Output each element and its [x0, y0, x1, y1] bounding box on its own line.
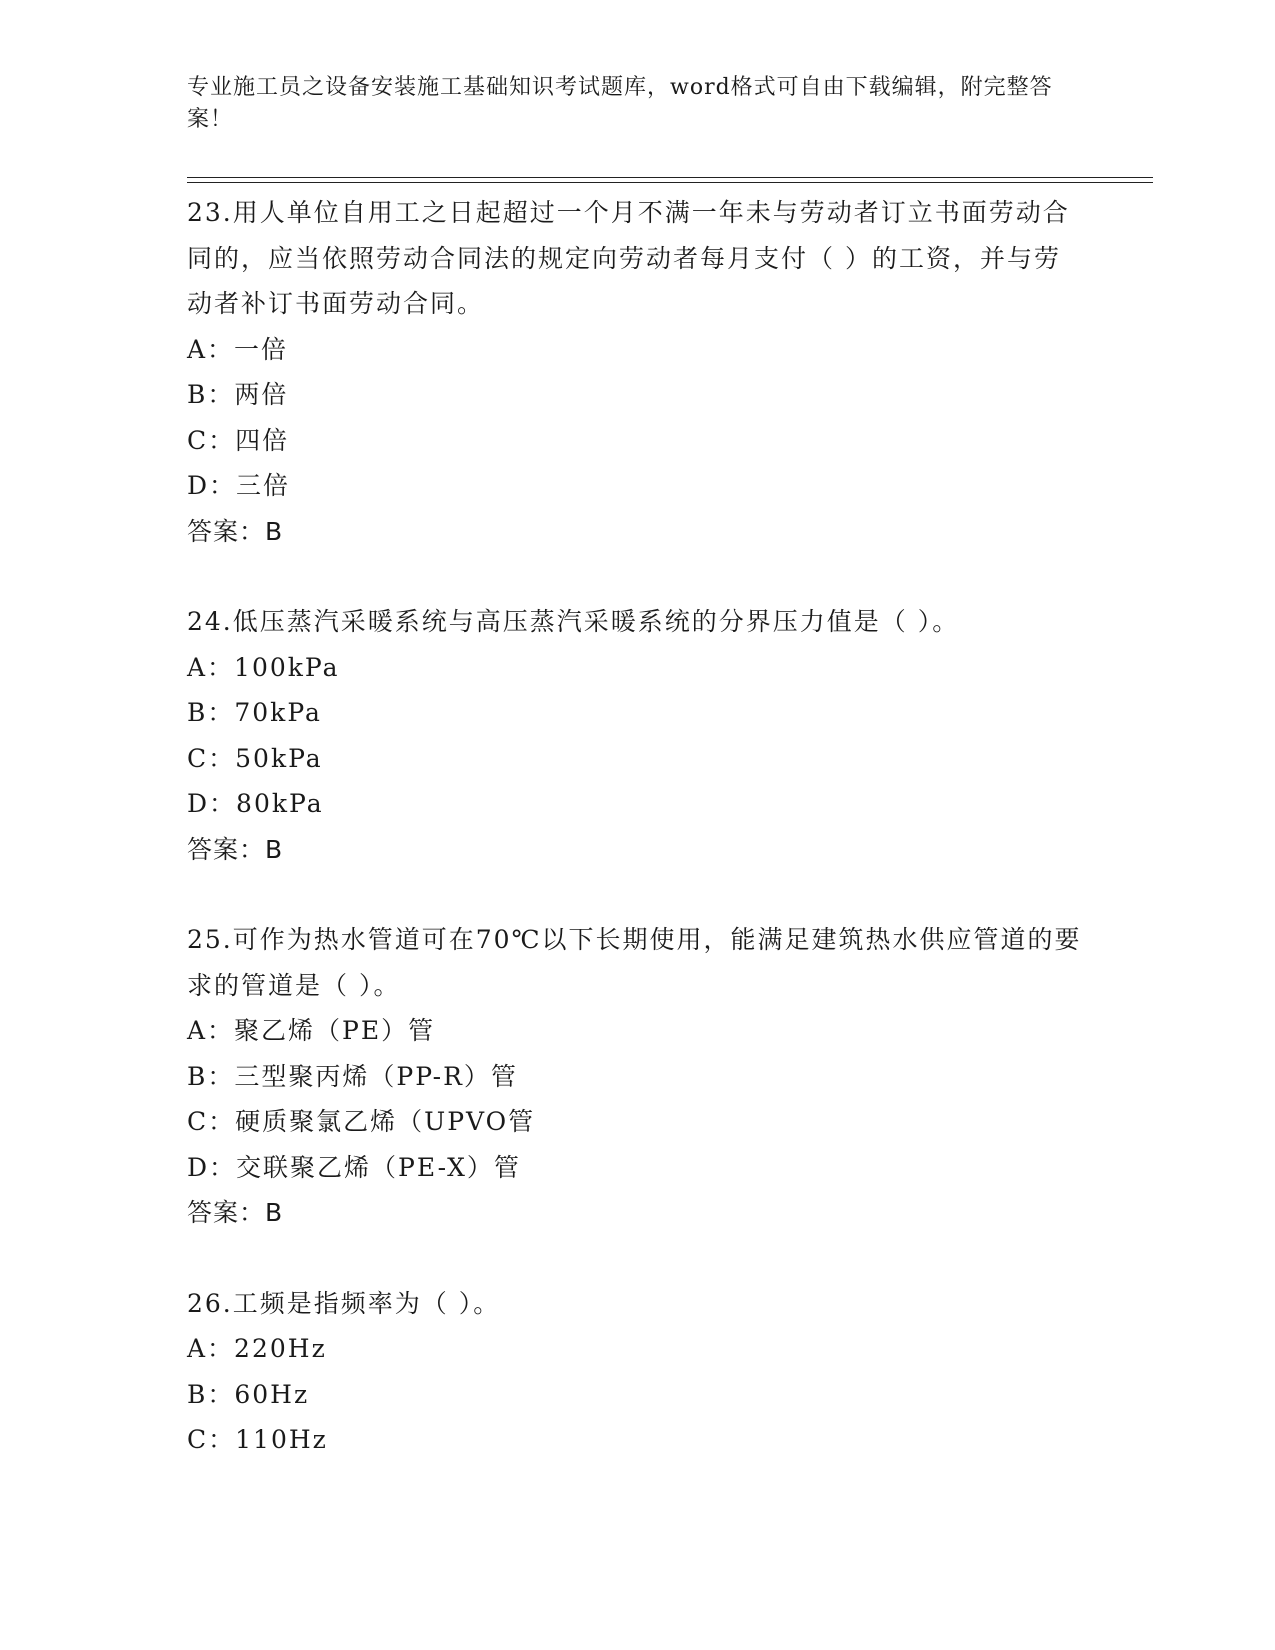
option-c: C：硬质聚氯乙烯（UPVO管	[187, 1107, 536, 1136]
question-25	[187, 917, 1087, 1236]
answer-line: 答案：B	[187, 516, 284, 546]
question-stem: 26.工频是指频率为（ ）。	[187, 1288, 501, 1318]
option-d: D：80kPa	[187, 789, 324, 818]
option-b: B：70kPa	[187, 698, 322, 727]
question-stem: 23.用人单位自用工之日起超过一个月不满一年未与劳动者订立书面劳动合同的，应当依照劳动合同法的规定向劳动者每月支付（ ）的工资，并与劳动者补订书面劳动合同。	[187, 198, 1070, 318]
option-c: C：四倍	[187, 425, 290, 455]
question-stem: 25.可作为热水管道可在70℃以下长期使用，能满足建筑热水供应管道的要求的管道是（ ）。	[187, 925, 1082, 1000]
option-b: B：60Hz	[187, 1379, 310, 1409]
question-list	[187, 190, 1087, 1508]
option-b: B：两倍	[187, 380, 289, 409]
question-stem: 24.低压蒸汽采暖系统与高压蒸汽采暖系统的分界压力值是（ ）。	[187, 607, 960, 636]
question-24	[187, 599, 1087, 872]
option-b: B：三型聚丙烯（PP-R）管	[187, 1061, 518, 1091]
answer-line: 答案：B	[187, 834, 284, 864]
header-divider-top	[187, 177, 1153, 178]
question-26	[187, 1281, 1087, 1463]
option-a: A：100kPa	[187, 652, 340, 682]
option-c: C：50kPa	[187, 743, 323, 773]
document-header: 专业施工员之设备安装施工基础知识考试题库，word格式可自由下载编辑，附完整答案！	[187, 75, 1053, 132]
option-a: A：220Hz	[187, 1334, 327, 1363]
question-23	[187, 190, 1087, 554]
answer-line: 答案：B	[187, 1198, 284, 1227]
option-a: A：一倍	[187, 334, 289, 364]
option-a: A：聚乙烯（PE）管	[187, 1016, 436, 1045]
option-d: D：三倍	[187, 471, 291, 500]
option-d: D：交联聚乙烯（PE-X）管	[187, 1152, 521, 1182]
option-c: C：110Hz	[187, 1425, 328, 1454]
header-divider-bottom	[187, 182, 1153, 183]
